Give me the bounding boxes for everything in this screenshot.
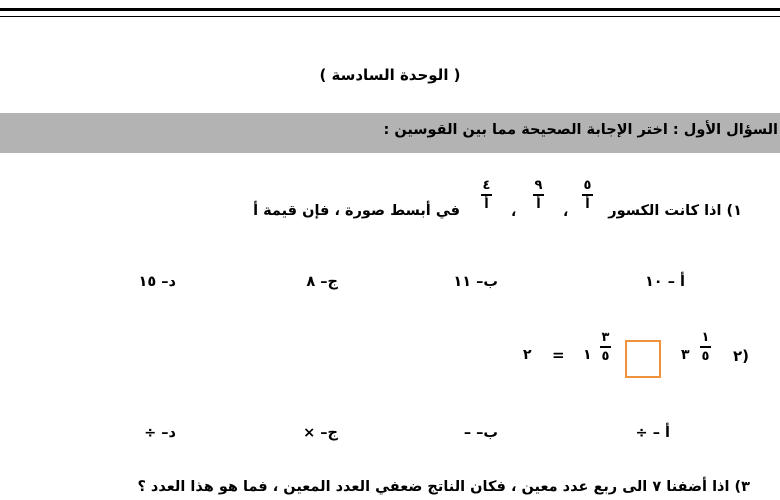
top-rule-thin (0, 16, 780, 17)
q1-option-a-value: ١٠ (644, 274, 663, 290)
q2-option-b-letter: ب– (476, 425, 498, 441)
q2-right-denominator: ٥ (601, 348, 610, 364)
section-header: السؤال الأول : اختر الإجابة الصحيحة مما بين القوسين : (383, 122, 778, 138)
q1-fraction-2-numerator: ٩ (534, 178, 543, 193)
q1-prefix: ١) اذا كانت الكسور (608, 203, 742, 219)
q1-fraction-1 (582, 178, 593, 212)
q1-option-c-letter: ج– (320, 274, 338, 290)
operator-answer-box[interactable] (625, 340, 661, 378)
q2-left-whole: ٣ (681, 347, 690, 363)
q1-fraction-2-denominator: أ (536, 196, 541, 212)
q2-option-a-letter: أ – (652, 425, 670, 441)
fraction-bar (481, 194, 492, 196)
q2-option-c-letter: ج– (320, 425, 338, 441)
q2-result: ٢ (523, 347, 532, 363)
q2-option-d[interactable] (144, 425, 176, 441)
fraction-bar (600, 346, 611, 348)
q1-suffix: في أبسط صورة ، فإن قيمة أ (253, 203, 460, 219)
q1-option-a-letter: أ – (667, 274, 685, 290)
q2-number: ٢) (733, 347, 750, 365)
q1-option-d[interactable] (139, 274, 176, 290)
fraction-bar (533, 194, 544, 196)
q1-fraction-1-denominator: أ (585, 196, 590, 212)
q1-fraction-3-denominator: أ (484, 196, 489, 212)
q2-left-numerator: ١ (701, 330, 710, 345)
fraction-bar (582, 194, 593, 196)
q2-option-c[interactable] (303, 425, 338, 441)
q2-left-fraction (700, 330, 711, 364)
q1-option-b[interactable] (453, 274, 498, 290)
q2-option-b[interactable] (464, 425, 498, 441)
q2-equals: = (552, 346, 565, 364)
q2-option-d-value: ÷ (144, 425, 157, 441)
q1-separator-2: ، (511, 204, 517, 220)
q1-fraction-3 (481, 178, 492, 212)
q1-option-a[interactable] (645, 274, 685, 290)
q1-separator-1: ، (563, 204, 569, 220)
q1-fraction-1-numerator: ٥ (583, 178, 592, 193)
q1-option-b-letter: ب– (476, 274, 498, 290)
q2-option-c-value: × (303, 425, 316, 441)
fraction-bar (700, 346, 711, 348)
q2-option-b-value: – (463, 425, 472, 441)
q2-right-fraction (600, 330, 611, 364)
q2-option-a-value: ÷ (635, 425, 648, 441)
q1-option-c-value: ٨ (306, 274, 316, 290)
q3-text: ٣) اذا أضفنا ٧ الى ربع عدد معين ، فكان الناتج ضعفي العدد المعين ، فما هو هذا العدد ؟ (137, 479, 750, 495)
q2-option-d-letter: د– (161, 425, 176, 441)
q2-left-denominator: ٥ (701, 348, 710, 364)
q1-option-d-value: ١٥ (138, 274, 157, 290)
q1-fraction-2 (533, 178, 544, 212)
q1-option-d-letter: د– (161, 274, 176, 290)
q1-option-c[interactable] (306, 274, 338, 290)
q1-fraction-3-numerator: ٤ (482, 178, 491, 193)
q2-right-whole: ١ (583, 347, 592, 363)
top-rule-thick (0, 8, 780, 11)
q1-option-b-value: ١١ (453, 274, 472, 290)
q2-right-numerator: ٣ (601, 330, 610, 345)
unit-title: ( الوحدة السادسة ) (319, 66, 461, 84)
q2-option-a[interactable] (636, 425, 671, 441)
